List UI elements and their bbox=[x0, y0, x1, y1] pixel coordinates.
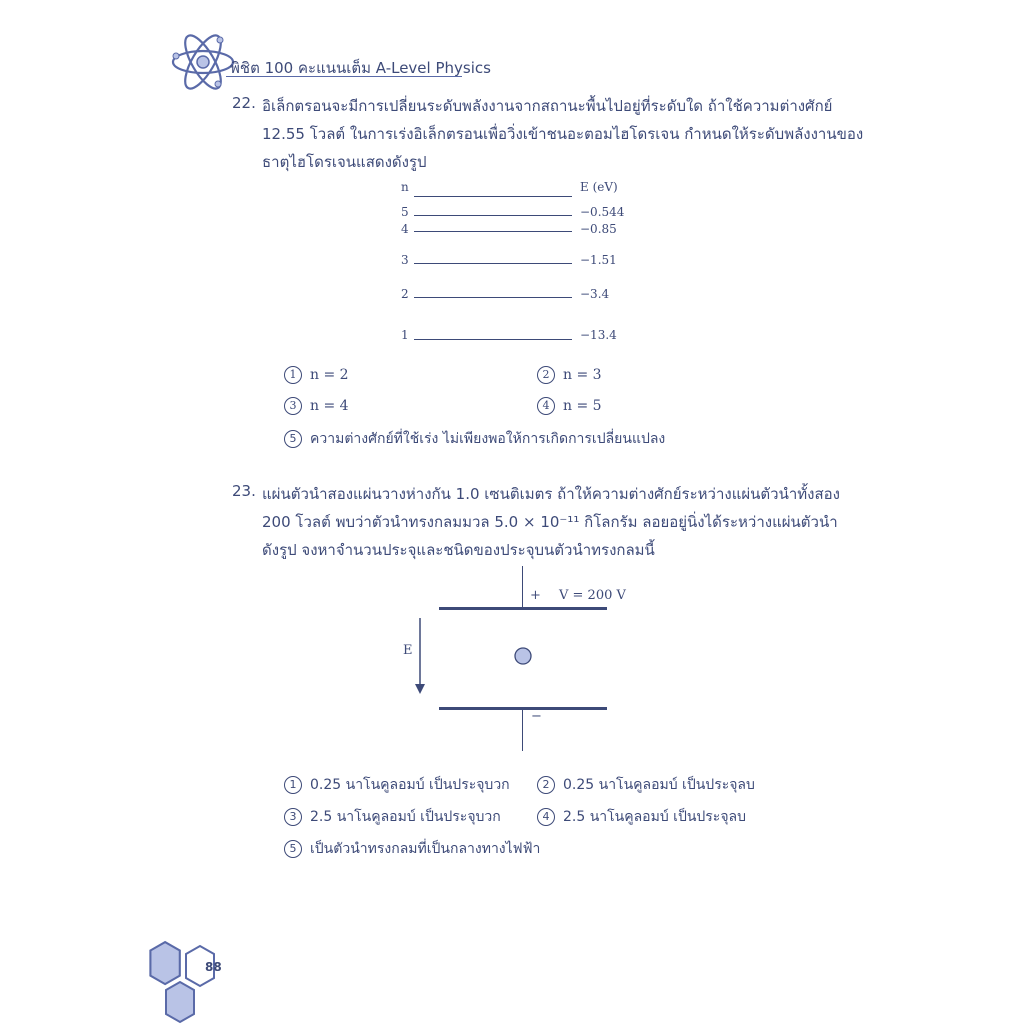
top-plate bbox=[439, 607, 607, 610]
level-energy-label: −0.544 bbox=[580, 205, 625, 219]
option-text: n = 4 bbox=[310, 398, 349, 414]
option-number-badge: 5 bbox=[284, 840, 302, 858]
question-text-line: 200 โวลต์ พบว่าตัวนำทรงกลมมวล 5.0 × 10⁻¹¹ กิโลกรัม ลอยอยู่นิ่งได้ระหว่างแผ่นตัวนำ bbox=[262, 513, 838, 531]
question-text-line: ธาตุไฮโดรเจนแสดงดังรูป bbox=[262, 153, 427, 171]
option-text: n = 5 bbox=[563, 398, 602, 414]
level-n-label: 4 bbox=[401, 222, 409, 236]
page-number: 88 bbox=[205, 960, 222, 974]
bottom-wire bbox=[522, 709, 523, 751]
option-text: 0.25 นาโนคูลอมบ์ เป็นประจุบวก bbox=[310, 777, 510, 793]
level-n-label: 2 bbox=[401, 287, 409, 301]
level-n-label: 5 bbox=[401, 205, 409, 219]
n-header: n bbox=[401, 180, 409, 194]
plus-sign: + bbox=[530, 588, 541, 603]
energy-level-line bbox=[414, 297, 572, 298]
field-label: E bbox=[403, 643, 413, 658]
hexagon-decoration-icon bbox=[144, 940, 244, 1024]
option-text: 2.5 นาโนคูลอมบ์ เป็นประจุลบ bbox=[563, 809, 746, 825]
voltage-label: V = 200 V bbox=[559, 588, 626, 603]
level-energy-label: −3.4 bbox=[580, 287, 610, 301]
option-number-badge: 1 bbox=[284, 366, 302, 384]
option-number-badge: 4 bbox=[537, 397, 555, 415]
option-number-badge: 4 bbox=[537, 808, 555, 826]
level-energy-label: −0.85 bbox=[580, 222, 617, 236]
field-arrow-icon bbox=[412, 618, 428, 694]
question-text-line: อิเล็กตรอนจะมีการเปลี่ยนระดับพลังงานจากสถานะพื้นไปอยู่ที่ระดับใด ถ้าใช้ความต่างศักย์ bbox=[262, 97, 833, 115]
level-n-label: 1 bbox=[401, 328, 409, 342]
level-energy-label: −1.51 bbox=[580, 253, 617, 267]
question-text-line: ดังรูป จงหาจำนวนประจุและชนิดของประจุบนตัวนำทรงกลมนี้ bbox=[262, 541, 655, 559]
question-text-line: 12.55 โวลต์ ในการเร่งอิเล็กตรอนเพื่อวิ่งเข้าชนอะตอมไฮโดรเจน กำหนดให้ระดับพลังงานของ bbox=[262, 125, 864, 143]
option-1[interactable] bbox=[284, 774, 510, 796]
charged-sphere-icon bbox=[513, 646, 533, 666]
option-number-badge: 3 bbox=[284, 808, 302, 826]
option-1[interactable] bbox=[284, 366, 349, 384]
energy-header: E (eV) bbox=[580, 180, 618, 194]
option-number-badge: 1 bbox=[284, 776, 302, 794]
option-text: ความต่างศักย์ที่ใช้เร่ง ไม่เพียงพอให้การเกิดการเปลี่ยนแปลง bbox=[310, 431, 666, 447]
option-number-badge: 2 bbox=[537, 366, 555, 384]
energy-level-line bbox=[414, 263, 572, 264]
question-number: 23. bbox=[232, 482, 256, 500]
option-5[interactable] bbox=[284, 838, 540, 860]
option-3[interactable] bbox=[284, 397, 349, 415]
question-text-line: แผ่นตัวนำสองแผ่นวางห่างกัน 1.0 เซนติเมตร ถ้าให้ความต่างศักย์ระหว่างแผ่นตัวนำทั้งสอง bbox=[262, 485, 840, 503]
option-text: เป็นตัวนำทรงกลมที่เป็นกลางทางไฟฟ้า bbox=[310, 841, 541, 857]
option-number-badge: 2 bbox=[537, 776, 555, 794]
option-number-badge: 5 bbox=[284, 430, 302, 448]
option-2[interactable] bbox=[537, 366, 602, 384]
energy-level-line bbox=[414, 339, 572, 340]
option-text: n = 2 bbox=[310, 367, 349, 383]
bottom-plate bbox=[439, 707, 607, 710]
option-4[interactable] bbox=[537, 806, 746, 828]
option-2[interactable] bbox=[537, 774, 755, 796]
minus-sign: − bbox=[531, 709, 542, 724]
header-underline bbox=[226, 76, 462, 77]
top-wire bbox=[522, 566, 523, 608]
option-5[interactable] bbox=[284, 428, 665, 450]
option-text: 2.5 นาโนคูลอมบ์ เป็นประจุบวก bbox=[310, 809, 501, 825]
level-n-label: 3 bbox=[401, 253, 409, 267]
question-number: 22. bbox=[232, 94, 256, 112]
energy-level-line bbox=[414, 231, 572, 232]
option-text: 0.25 นาโนคูลอมบ์ เป็นประจุลบ bbox=[563, 777, 755, 793]
option-text: n = 3 bbox=[563, 367, 602, 383]
header-line bbox=[414, 196, 572, 197]
option-3[interactable] bbox=[284, 806, 501, 828]
atom-icon bbox=[168, 34, 238, 90]
option-number-badge: 3 bbox=[284, 397, 302, 415]
level-energy-label: −13.4 bbox=[580, 328, 617, 342]
option-4[interactable] bbox=[537, 397, 602, 415]
energy-level-line bbox=[414, 215, 572, 216]
book-title: พิชิต 100 คะแนนเต็ม A-Level Physics bbox=[230, 59, 491, 77]
